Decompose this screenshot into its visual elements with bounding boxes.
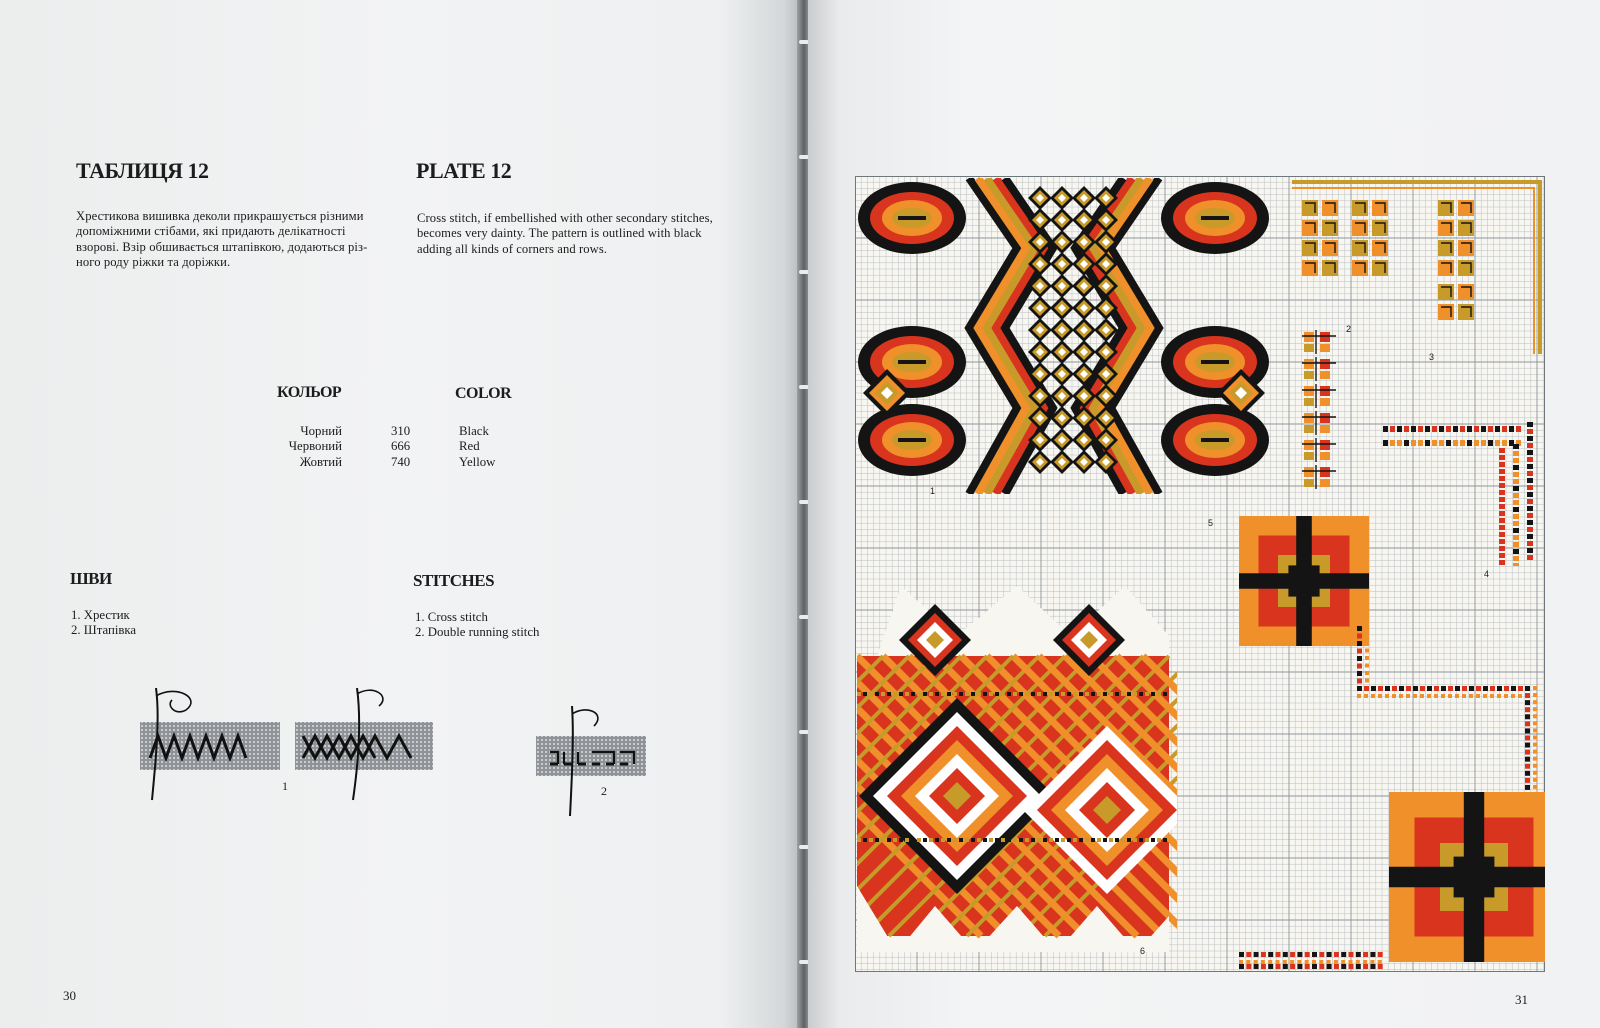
color-code: 666 <box>391 439 411 454</box>
cross-stitch-illustration-a <box>136 688 286 806</box>
paragraph-english <box>417 211 739 257</box>
para-en-line: becomes very dainty. The pattern is outlined with black <box>417 226 702 241</box>
para-uk-line: взорові. Взір обшивається штапівкою, додаються різ- <box>76 239 368 254</box>
stitches-list-ukrainian <box>71 608 136 639</box>
color-name-en: Yellow <box>459 454 496 469</box>
color-heading-ukrainian: КОЛЬОР <box>277 384 342 401</box>
color-codes <box>391 424 410 470</box>
para-en-line: adding all kinds of corners and rows. <box>417 241 608 256</box>
stitches-heading-english: STITCHES <box>413 571 495 590</box>
color-name-uk: Жовтий <box>299 454 342 469</box>
color-code: 310 <box>391 424 411 438</box>
paragraph-ukrainian <box>76 209 396 270</box>
motif-label-1: 1 <box>930 486 936 496</box>
para-en-line: Cross stitch, if embellished with other secondary stitches, <box>417 211 713 225</box>
figure-label-2: 2 <box>601 784 607 798</box>
motif-label-2: 2 <box>1346 324 1352 334</box>
color-name-en: Black <box>459 424 489 438</box>
stitch-item-en: 2. Double running stitch <box>415 625 540 640</box>
motif-label-6: 6 <box>1140 946 1146 956</box>
motif-label-4: 4 <box>1484 569 1490 579</box>
cross-stitch-illustration-b <box>291 688 441 806</box>
color-name-uk: Червоний <box>288 439 342 454</box>
embroidery-chart <box>855 176 1545 972</box>
color-names-english <box>459 424 495 470</box>
motif-6-diamond-band <box>857 586 1177 952</box>
motif-3-corner-blocks <box>1292 178 1544 354</box>
color-heading-english: COLOR <box>455 385 512 402</box>
stitch-item-uk: 1. Хрестик <box>71 608 130 622</box>
color-name-en: Red <box>459 439 480 454</box>
color-names-ukrainian <box>250 424 342 470</box>
figure-label-1: 1 <box>282 779 288 793</box>
stitch-item-uk: 2. Штапівка <box>71 623 137 638</box>
title-ukrainian: ТАБЛИЦЯ 12 <box>76 158 209 183</box>
motif-label-5: 5 <box>1208 518 1214 528</box>
color-code: 740 <box>391 454 411 469</box>
page-number-right: 31 <box>1515 992 1528 1007</box>
stitches-heading-ukrainian: ШВИ <box>70 569 112 588</box>
title-english: PLATE 12 <box>416 158 512 183</box>
stitches-list-english <box>415 610 539 641</box>
page-number-left: 30 <box>63 988 76 1003</box>
para-uk-line: допоміжними стібами, які придають делікатності <box>76 224 346 239</box>
motif-1-zigzag-band <box>857 178 1271 494</box>
motif-5-spiral-corner <box>1225 516 1545 972</box>
color-name-uk: Чорний <box>300 424 342 438</box>
para-uk-line: Хрестикова вишивка деколи прикрашується різними <box>76 209 364 223</box>
stitch-item-en: 1. Cross stitch <box>415 610 488 624</box>
motif-label-3: 3 <box>1429 352 1435 362</box>
running-stitch-illustration <box>532 706 652 818</box>
para-uk-line: ного роду ріжки та доріжки. <box>76 254 231 269</box>
